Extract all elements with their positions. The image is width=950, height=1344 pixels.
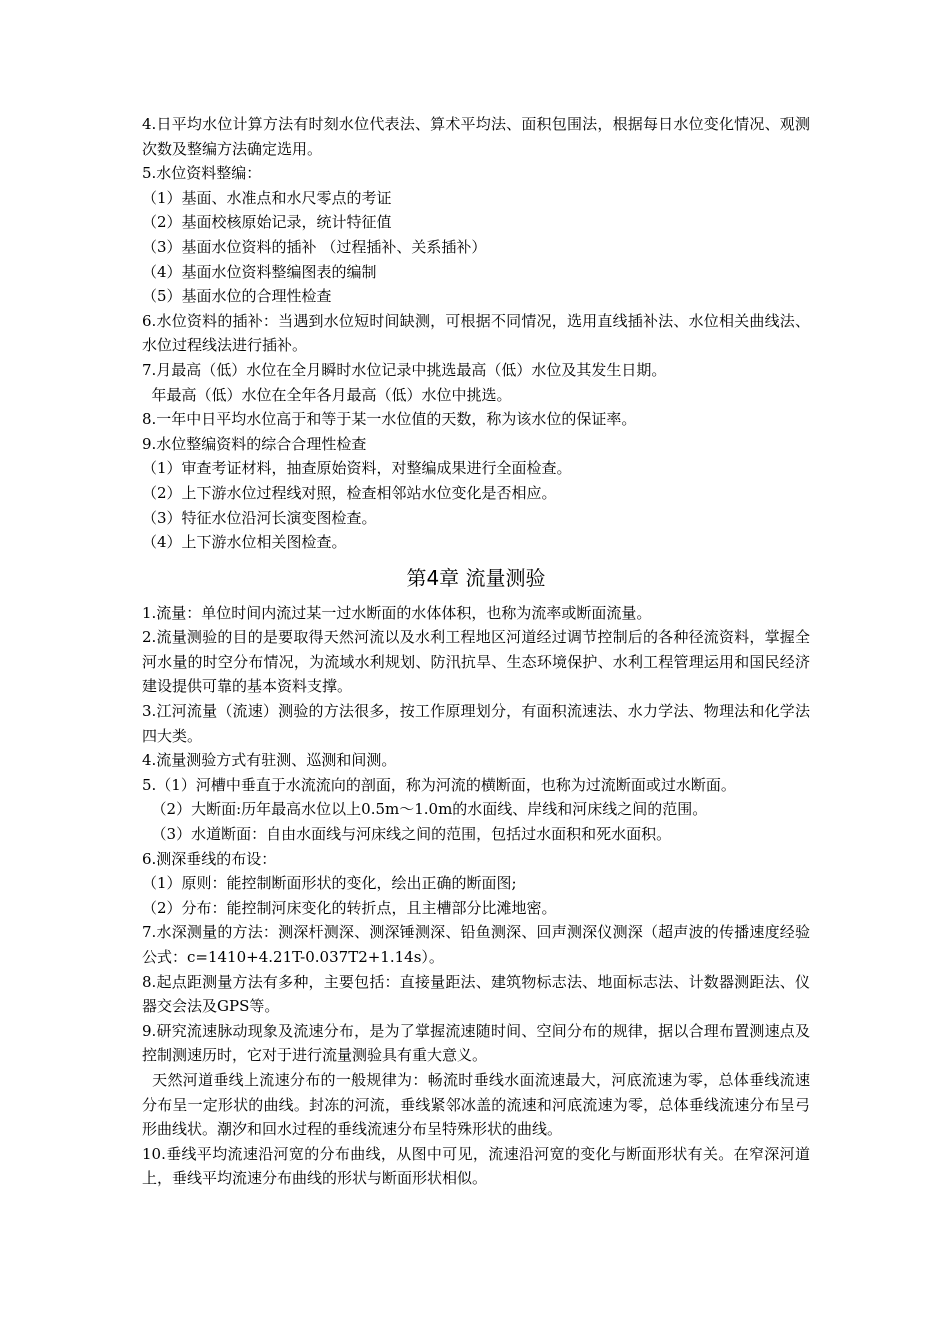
paragraph-interpolation: 6.水位资料的插补：当遇到水位短时间缺测，可根据不同情况，选用直线插补法、水位相关曲线法、水位过程线法进行插补。 [142,311,810,355]
section-water-level [142,112,810,555]
list-item: （3）基面水位资料的插补 （过程插补、关系插补） [142,237,487,256]
list-item: （2）分布：能控制河床变化的转折点，且主槽部分比滩地密。 [142,898,557,917]
paragraph-guarantee-rate: 8.一年中日平均水位高于和等于某一水位值的天数，称为该水位的保证率。 [142,410,637,429]
chapter-title: 第4章 流量测验 [406,565,546,590]
paragraph-data-compilation: 5.水位资料整编： [142,164,262,183]
list-item: （4）基面水位资料整编图表的编制 [142,262,377,281]
list-item: （1）基面、水准点和水尺零点的考证 [142,188,392,207]
paragraph-waterway-section: （3）水道断面：自由水面线与河床线之间的范围，包括过水面积和死水面积。 [142,825,672,844]
paragraph-distance-methods: 8.起点距测量方法有多种，主要包括：直接量距法、建筑物标志法、地面标志法、计数器测距法、仪器交会法及GPS等。 [142,972,810,1016]
paragraph-depth-methods: 7.水深测量的方法：测深杆测深、测深锤测深、铅鱼测深、回声测深仪测深（超声波的传播速度经验公式：c=1410+4.21T-0.037T2+1.14s）。 [142,923,810,966]
list-item: （1）审查考证材料，抽查原始资料，对整编成果进行全面检查。 [142,459,572,478]
paragraph-rationality-check: 9.水位整编资料的综合合理性检查 [142,434,367,453]
list-item: （4）上下游水位相关图检查。 [142,533,347,552]
paragraph-large-section: （2）大断面:历年最高水位以上0.5m～1.0m的水面线、岸线和河床线之间的范围。 [142,800,708,819]
paragraph-monthly-extreme: 7.月最高（低）水位在全月瞬时水位记录中挑选最高（低）水位及其发生日期。 [142,360,667,379]
paragraph-measurement-methods: 3.江河流量（流速）测验的方法很多，按工作原理划分，有面积流速法、水力学法、物理法和化学法四大类。 [142,702,810,745]
paragraph-width-distribution: 10.垂线平均流速沿河宽的分布曲线，从图中可见，流速沿河宽的变化与断面形状有关。在窄深河道上，垂线平均流速分布曲线的形状与断面形状相似。 [142,1144,810,1188]
paragraph-measurement-modes: 4.流量测验方式有驻测、巡测和间测。 [142,751,397,770]
section-discharge-measurement [142,601,810,1191]
paragraph-sounding-verticals: 6.测深垂线的布设： [142,849,277,868]
list-item: （2）基面校核原始记录，统计特征值 [142,213,392,232]
document-page [142,112,810,1191]
list-item: （1）原则：能控制断面形状的变化，绘出正确的断面图; [142,874,517,893]
list-item: （3）特征水位沿河长演变图检查。 [142,508,377,527]
paragraph-discharge-definition: 1.流量：单位时间内流过某一过水断面的水体体积，也称为流率或断面流量。 [142,603,652,622]
list-item: （2）上下游水位过程线对照，检查相邻站水位变化是否相应。 [142,483,557,502]
list-item: （5）基面水位的合理性检查 [142,287,332,306]
paragraph-velocity-pulsation: 9.研究流速脉动现象及流速分布，是为了掌握流速随时间、空间分布的规律，据以合理布置测速点及控制测速历时，它对于进行流量测验具有重大意义。 [142,1021,810,1065]
paragraph-measurement-purpose: 2.流量测验的目的是要取得天然河流以及水利工程地区河道经过调节控制后的各种径流资料，掌握全河水量的时空分布情况，为流域水利规划、防汛抗旱、生态环境保护、水利工程管理运用和国民经济建设提供可靠的基本资料支撑。 [142,628,810,696]
paragraph-yearly-extreme: 年最高（低）水位在全年各月最高（低）水位中挑选。 [142,385,512,404]
paragraph-vertical-distribution: 天然河道垂线上流速分布的一般规律为：畅流时垂线水面流速最大，河底流速为零，总体垂线流速分布呈一定形状的曲线。封冻的河流，垂线紧邻冰盖的流速和河底流速为零，总体垂线流速分布呈弓形曲线状。潮汐和回水过程的垂线流速分布呈特殊形状的曲线。 [142,1070,810,1139]
paragraph-daily-average-method: 4.日平均水位计算方法有时刻水位代表法、算术平均法、面积包围法，根据每日水位变化情况、观测次数及整编方法确定选用。 [142,115,810,158]
paragraph-cross-section: 5.（1）河槽中垂直于水流流向的剖面，称为河流的横断面，也称为过流断面或过水断面。 [142,775,736,794]
